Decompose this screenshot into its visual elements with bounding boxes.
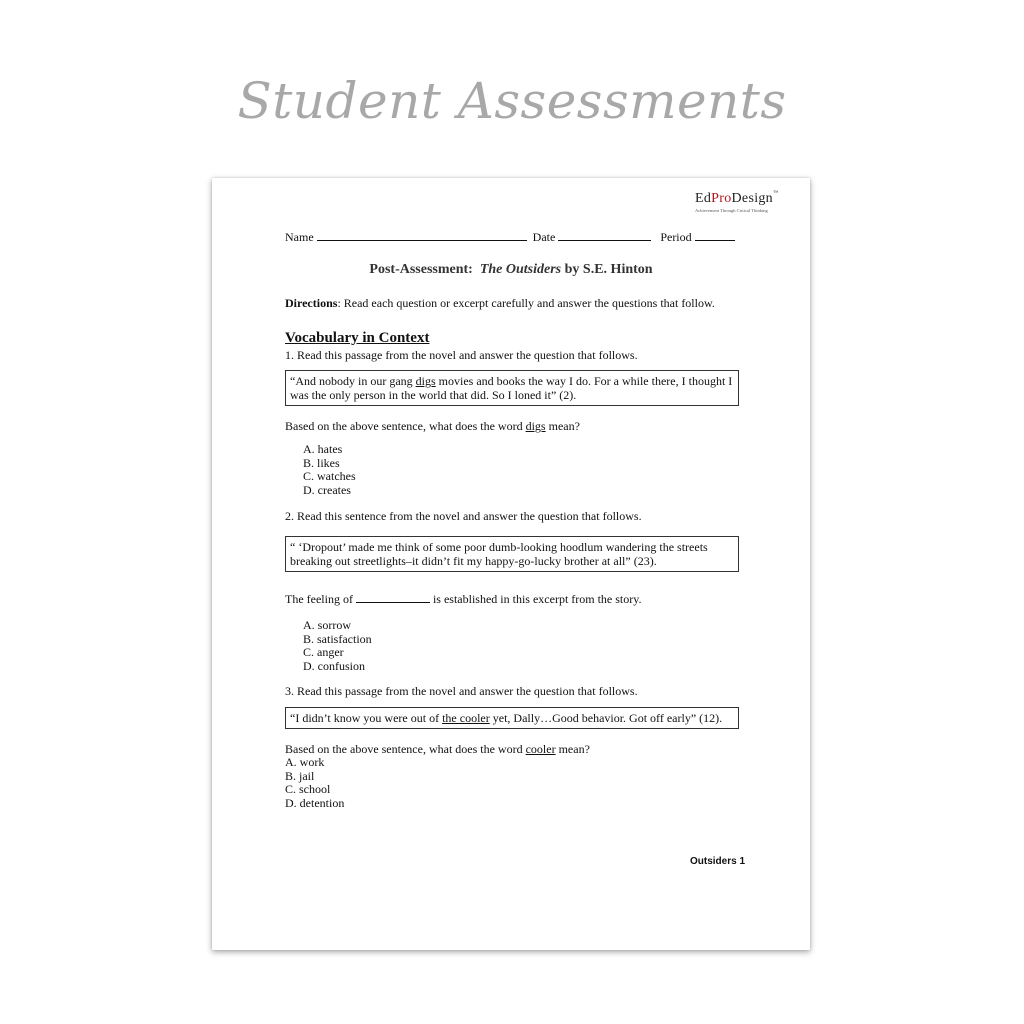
assessment-sheet [212,178,810,950]
q1-option-a[interactable]: A. hates [303,442,343,456]
directions: Directions: Read each question or excerpt carefully and answer the questions that follow. [285,296,715,310]
edprodesign-logo: EdProDesign™ Achievement Through Critical Thinking [695,191,779,213]
name-label: Name [285,230,314,244]
header-row [285,230,735,245]
q2-option-c[interactable]: C. anger [303,645,344,659]
q1-option-d[interactable]: D. creates [303,482,351,497]
q3-options [285,756,344,810]
q2-option-d[interactable]: D. confusion [303,658,365,673]
q1-option-c[interactable]: C. watches [303,469,356,483]
q3-option-b[interactable]: B. jail [285,768,315,783]
q2-option-b[interactable]: B. satisfaction [303,631,372,646]
q2-prompt: 2. Read this sentence from the novel and answer the question that follows. [285,509,642,523]
q3-question: Based on the above sentence, what does the word cooler mean? [285,742,590,756]
q3-prompt: 3. Read this passage from the novel and answer the question that follows. [285,684,638,698]
page-title: Student Assessments [237,72,787,130]
q3-option-c[interactable]: C. school [285,782,331,796]
date-label: Date [532,230,556,244]
period-blank[interactable] [695,230,735,241]
section-heading: Vocabulary in Context [285,330,430,346]
name-blank[interactable] [317,230,527,241]
page-footer: Outsiders 1 [690,856,746,867]
q3-quote-box: “I didn’t know you were out of the cooler yet, Dally…Good behavior. Got off early” (12). [285,707,739,729]
q2-quote-box: “ ‘Dropout’ made me think of some poor dumb-looking hoodlum wandering the streets breaking out streetlights–it didn’t fit my happy-go-lucky brother at all” (23). [285,536,739,572]
q1-quote-box: “And nobody in our gang digs movies and books the way I do. For a while there, I thought I was the only person in the world that did. So I loned it” (2). [285,370,739,406]
q3-option-d[interactable]: D. detention [285,795,345,810]
period-label: Period [660,230,692,244]
date-blank[interactable] [558,230,651,241]
q1-option-b[interactable]: B. likes [303,455,340,470]
q2-options [303,619,372,673]
q2-question: The feeling of is established in this excerpt from the story. [285,592,642,606]
q1-question: Based on the above sentence, what does the word digs mean? [285,419,580,433]
q3-option-a[interactable]: A. work [285,755,325,769]
document-title: Post-Assessment: The Outsiders by S.E. Hinton [369,262,653,277]
q2-answer-blank[interactable] [356,592,430,603]
q2-option-a[interactable]: A. sorrow [303,618,351,632]
q1-options [303,443,356,497]
q1-prompt: 1. Read this passage from the novel and answer the question that follows. [285,348,638,362]
